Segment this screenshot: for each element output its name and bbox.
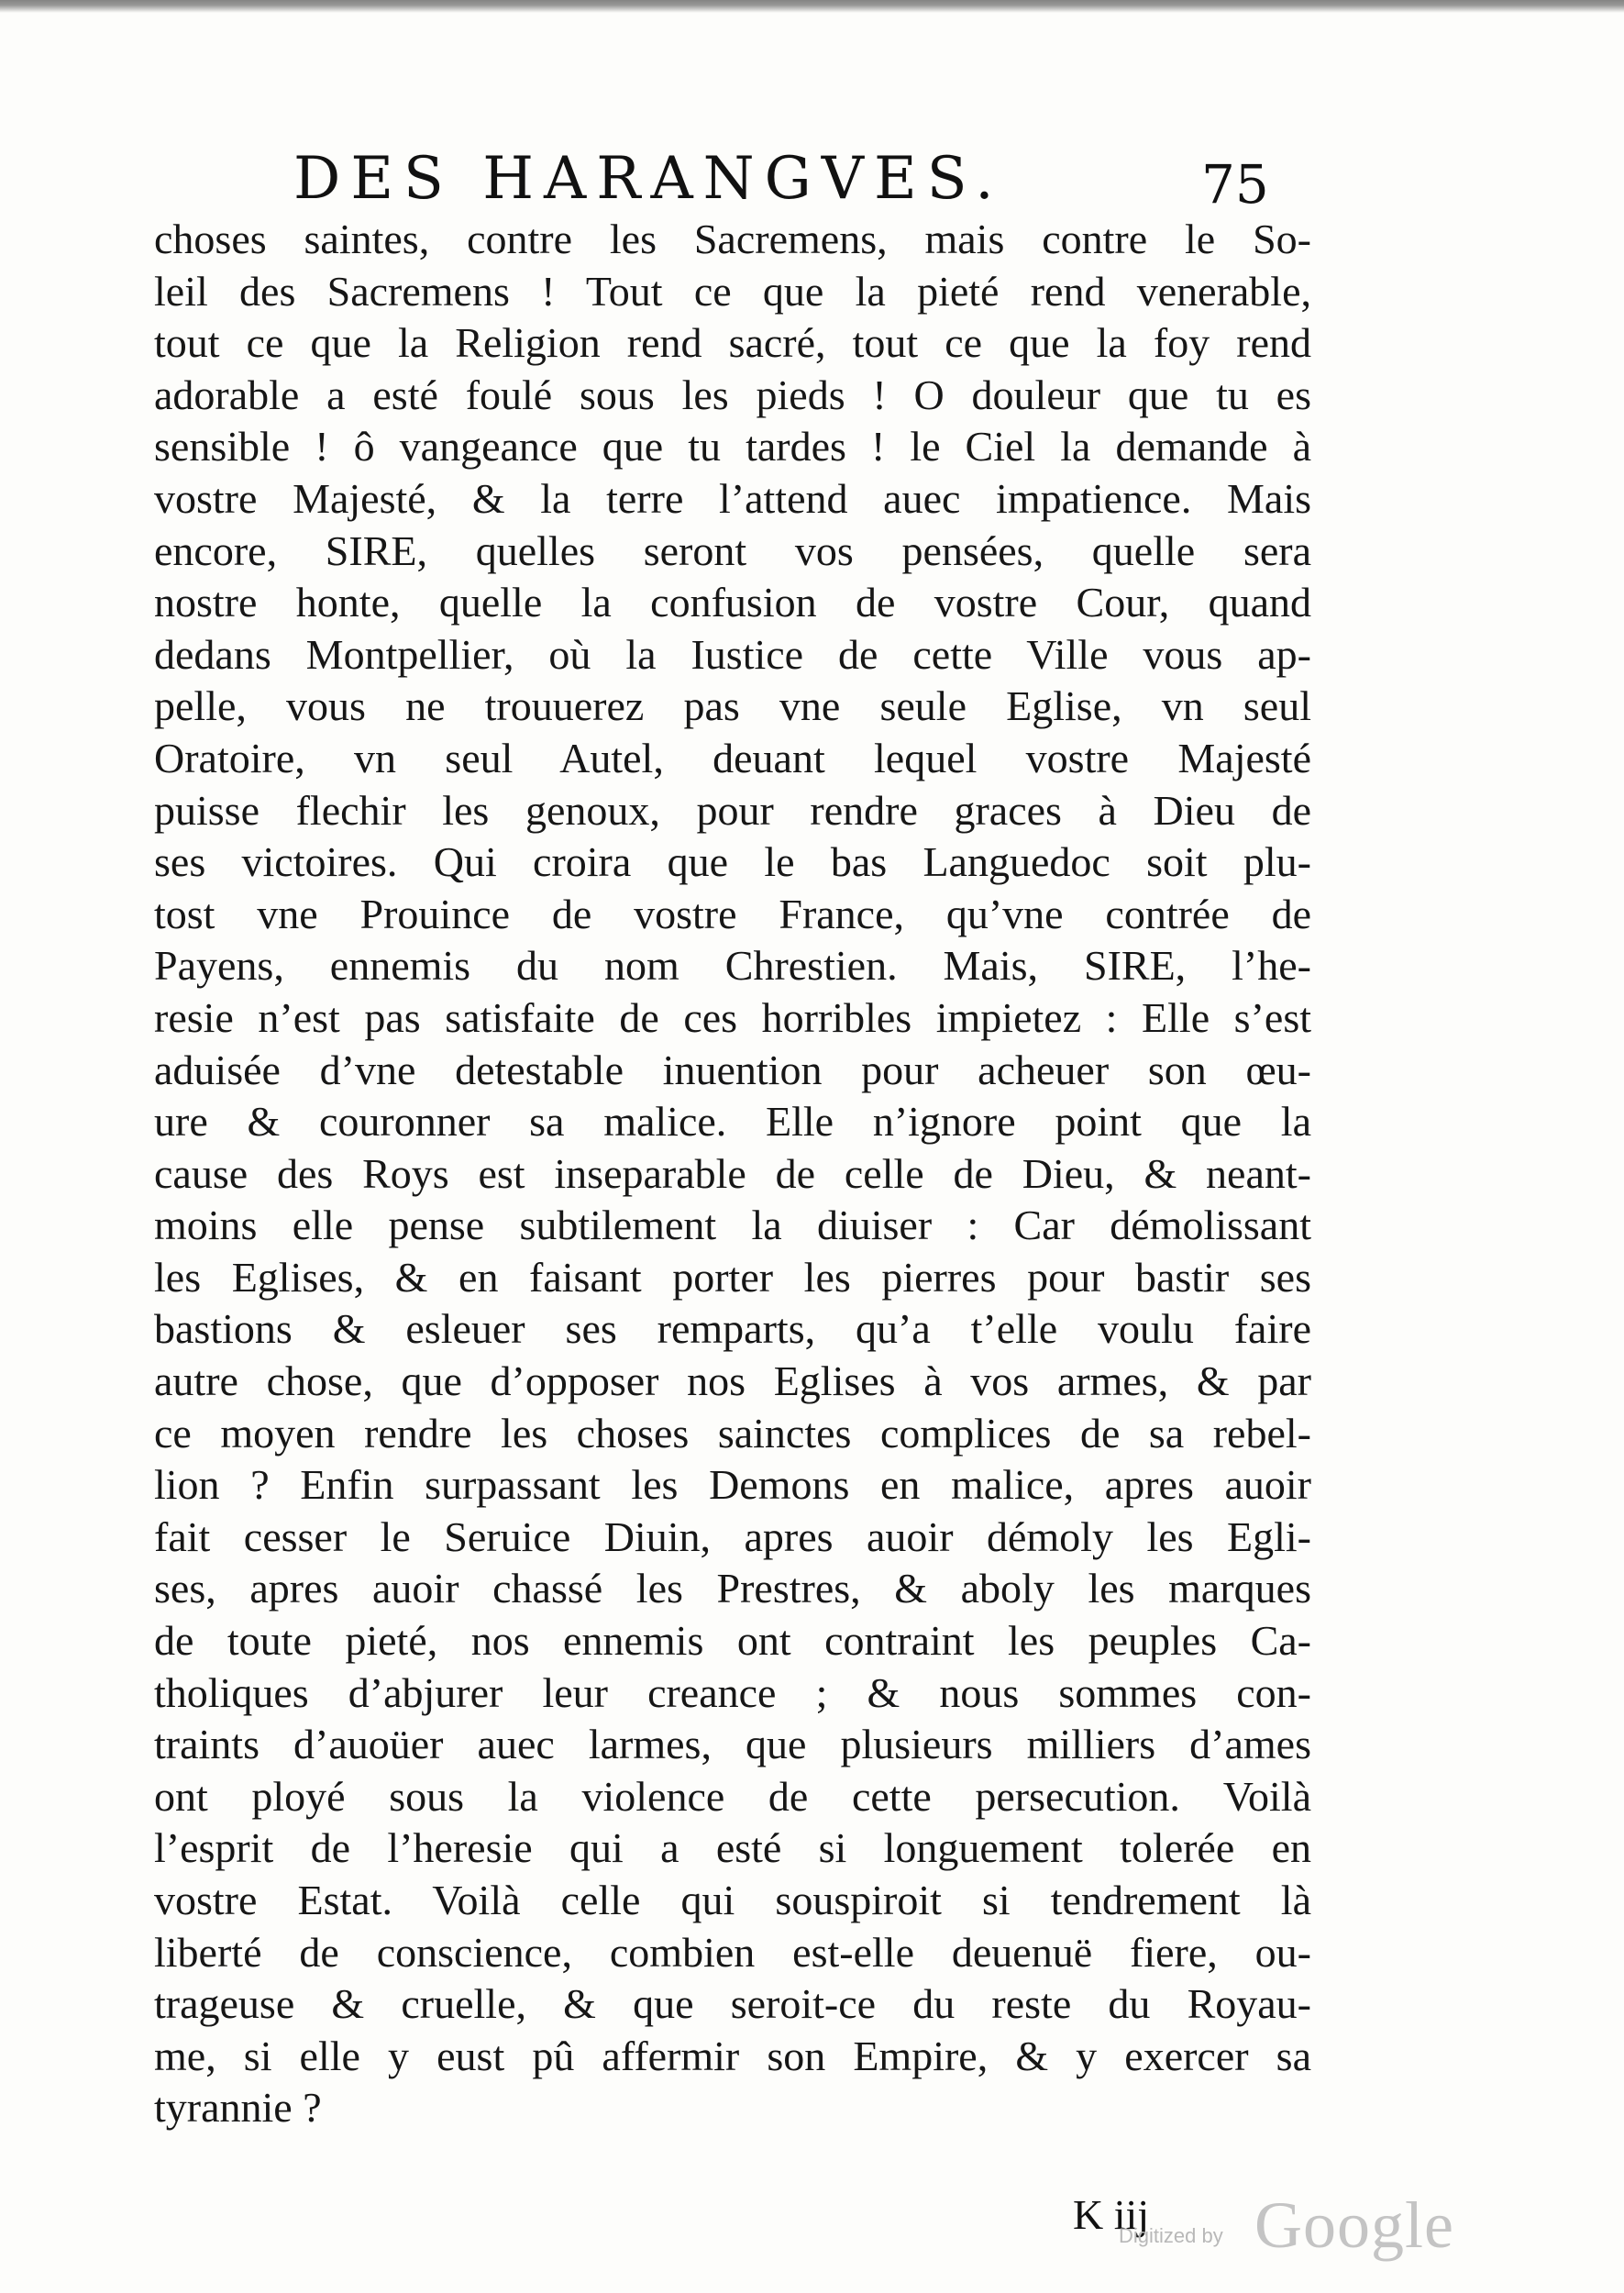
- text-line: les Eglises, & en faisant porter les pierres pour bastir ses: [154, 1253, 1311, 1301]
- text-line: aduisée d’vne detestable inuention pour acheuer son œu-: [154, 1046, 1311, 1093]
- text-line: vostre Majesté, & la terre l’attend auec impatience. Mais: [154, 474, 1311, 522]
- text-line-final: tyrannie ?: [154, 2084, 322, 2132]
- text-line: dedans Montpellier, où la Iustice de cette Ville vous ap-: [154, 630, 1311, 678]
- text-line: encore, SIRE, quelles seront vos pensées, quelle sera: [154, 526, 1311, 574]
- signature-mark: K iij: [1073, 2191, 1150, 2238]
- text-line: ure & couronner sa malice. Elle n’ignore point que la: [154, 1098, 1311, 1146]
- text-line: cause des Roys est inseparable de celle de Dieu, & neant-: [154, 1149, 1311, 1197]
- body-text: [154, 214, 1311, 2134]
- scan-top-edge: [0, 0, 1624, 13]
- text-line: Payens, ennemis du nom Chrestien. Mais, SIRE, l’he-: [154, 942, 1311, 990]
- text-line: l’esprit de l’heresie qui a esté si longuement tolerée en: [154, 1824, 1311, 1872]
- running-head: [275, 138, 1467, 220]
- text-line: pelle, vous ne trouuerez pas vne seule Eglise, vn seul: [154, 682, 1311, 730]
- text-line: de toute pieté, nos ennemis ont contraint les peuples Ca-: [154, 1617, 1311, 1665]
- text-line: ses, apres auoir chassé les Prestres, & aboly les marques: [154, 1565, 1311, 1612]
- google-logo: Google: [1254, 2188, 1454, 2262]
- text-line: ses victoires. Qui croira que le bas Languedoc soit plu-: [154, 838, 1311, 886]
- text-line: tholiques d’abjurer leur creance ; & nous sommes con-: [154, 1668, 1311, 1716]
- text-line: Oratoire, vn seul Autel, deuant lequel vostre Majesté: [154, 734, 1311, 781]
- text-line: fait cesser le Seruice Diuin, apres auoir démoly les Egli-: [154, 1512, 1311, 1560]
- text-line: autre chose, que d’opposer nos Eglises à vos armes, & par: [154, 1357, 1311, 1405]
- text-line: bastions & esleuer ses remparts, qu’a t’elle voulu faire: [154, 1305, 1311, 1353]
- text-line: adorable a esté foulé sous les pieds ! O douleur que tu es: [154, 371, 1311, 418]
- text-line: puisse flechir les genoux, pour rendre graces à Dieu de: [154, 786, 1311, 834]
- watermark-prefix: Digitized by: [1119, 2224, 1223, 2247]
- page-number: 75: [1201, 153, 1269, 216]
- text-line: ce moyen rendre les choses sainctes complices de sa rebel-: [154, 1409, 1311, 1457]
- text-line: ont ployé sous la violence de cette persecution. Voilà: [154, 1772, 1311, 1820]
- text-line: me, si elle y eust pû affermir son Empire, & y exercer sa: [154, 2032, 1311, 2079]
- google-watermark: [1119, 2188, 1486, 2261]
- text-line: lion ? Enfin surpassant les Demons en malice, apres auoir: [154, 1461, 1311, 1509]
- text-line: traints d’auoüer auec larmes, que plusieurs milliers d’ames: [154, 1721, 1311, 1768]
- running-title: DES HARANGVES.: [293, 145, 1004, 213]
- text-line: tout ce que la Religion rend sacré, tout ce que la foy rend: [154, 319, 1311, 367]
- text-line: vostre Estat. Voilà celle qui souspiroit si tendrement là: [154, 1877, 1311, 1923]
- text-line: leil des Sacremens ! Tout ce que la pieté rend venerable,: [154, 267, 1311, 315]
- text-line: liberté de conscience, combien est-elle deuenuë fiere, ou-: [154, 1928, 1311, 1976]
- text-line: choses saintes, contre les Sacremens, mais contre le So-: [154, 216, 1311, 262]
- text-line: resie n’est pas satisfaite de ces horribles impietez : Elle s’est: [154, 993, 1311, 1041]
- text-line: trageuse & cruelle, & que seroit-ce du reste du Royau-: [154, 1980, 1311, 2028]
- text-line: tost vne Prouince de vostre France, qu’vne contrée de: [154, 890, 1311, 937]
- text-line: sensible ! ô vangeance que tu tardes ! le Ciel la demande à: [154, 423, 1311, 471]
- text-line: moins elle pense subtilement la diuiser : Car démolissant: [154, 1202, 1311, 1249]
- text-line: nostre honte, quelle la confusion de vostre Cour, quand: [154, 579, 1311, 626]
